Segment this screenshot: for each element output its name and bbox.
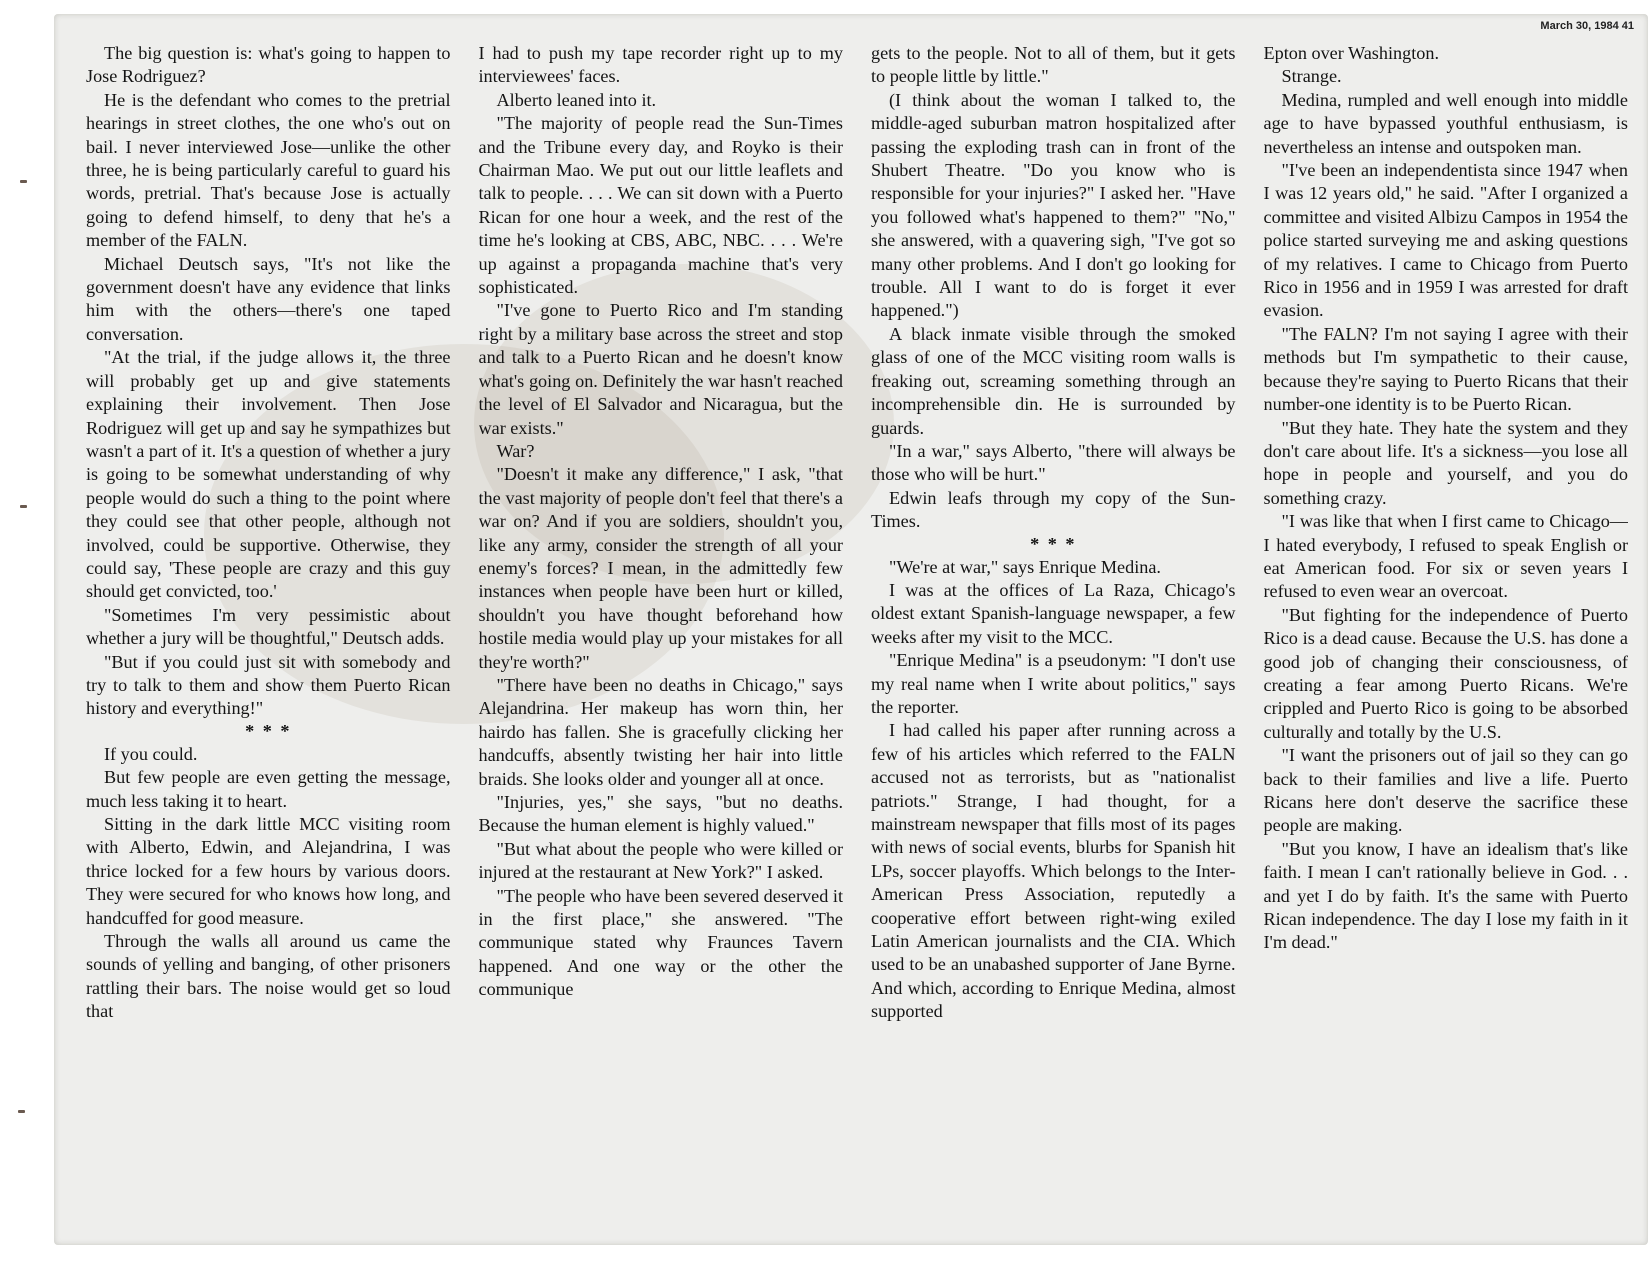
margin-mark (20, 505, 27, 508)
paragraph: If you could. (104, 743, 198, 764)
paragraph: Strange. (1281, 66, 1342, 87)
column-4 (1264, 42, 1629, 1232)
paragraph: "But what about the people who were killed or injured at the restaurant at New York?" I asked. (478, 838, 843, 883)
paragraph: "I was like that when I first came to Chicago—I hated everybody, I refused to speak English or eat American food. For six or seven years I refused to even wear an overcoat. (1263, 511, 1628, 602)
paragraph: I had called his paper after running across a few of his articles which referred to the FALN accused not as terrorists, but as "nationalist patriots." Strange, I had thought, for a mainstream newspaper that fills most of its pages with news of social events, blurbs for Spanish hit LPs, soccer playoffs. Which belongs to the Inter-American Press Association, reputedly a cooperative effort between right-wing exiled Latin American journalists and the CIA. Which used to be an unabashed supporter of Jane Byrne. And which, according to Enrique Medina, almost supported (871, 720, 1236, 1022)
paragraph: "I want the prisoners out of jail so they can go back to their families and live a life. Puerto Ricans here don't deserve the sacrifice these people are making. (1263, 745, 1628, 836)
paragraph: (I think about the woman I talked to, the middle-aged suburban matron hospitalized after passing the exploding trash can in front of the Shubert Theatre. "Do you know who is responsible for your injuries?" I asked her. "Have you followed what's happened to them?" "No," she answered, with a quavering sigh, "I've got so many other problems. And I don't go looking for trouble. All I want to do is forget it ever happened.") (871, 89, 1236, 321)
paragraph: "Sometimes I'm very pessimistic about whether a jury will be thoughtful," Deutsch adds. (86, 604, 451, 649)
page-folio: March 30, 1984 41 (1540, 20, 1634, 32)
newspaper-clipping (54, 14, 1648, 1245)
paragraph: Sitting in the dark little MCC visiting room with Alberto, Edwin, and Alejandrina, I was thrice locked for a few hours by various doors. They were secured for who knows how long, and handcuffed for good measure. (86, 814, 451, 928)
paragraph: I was at the offices of La Raza, Chicago's oldest extant Spanish-language newspaper, a few weeks after my visit to the MCC. (871, 579, 1236, 647)
paragraph: gets to the people. Not to all of them, but it gets to people little by little." (871, 43, 1236, 87)
margin-mark (18, 1110, 25, 1113)
section-break: * * * (1030, 533, 1077, 554)
paragraph: But few people are even getting the message, much less taking it to heart. (86, 767, 451, 811)
paragraph: Michael Deutsch says, "It's not like the government doesn't have any evidence that links him with the others—there's one taped conversation. (86, 253, 451, 344)
paragraph: "Injuries, yes," she says, "but no deaths. Because the human element is highly valued." (478, 792, 843, 836)
paragraph: "The people who have been severed deserved it in the first place," she answered. "The communique stated why Fraunces Tavern happened. And one way or the other the communique (478, 885, 843, 1000)
paragraph: "Enrique Medina" is a pseudonym: "I don't use my real name when I write about politics," says the reporter. (871, 650, 1236, 717)
paragraph: He is the defendant who comes to the pretrial hearings in street clothes, the one who's out on bail. I never interviewed Jose—unlike the other three, he is being particularly careful to guard his words, pretrial. That's because Jose is actually going to defend himself, to deny that he's a member of the FALN. (86, 89, 451, 251)
paragraph: "But they hate. They hate the system and they don't care about life. It's a sickness—you lose all hope in people and yourself, and you do something crazy. (1263, 417, 1628, 508)
paragraph: Epton over Washington. (1263, 43, 1440, 63)
paragraph: "I've gone to Puerto Rico and I'm standing right by a military base across the street and stop and talk to a Puerto Rican and he doesn't know what's going on. Definitely the war hasn't reached the level of El Salvador and Nicaragua, but the war exists." (478, 300, 843, 438)
paragraph: "The FALN? I'm not saying I agree with their methods but I'm sympathetic to their cause, because they're saying to Puerto Ricans that their number-one identity is to be Puerto Rican. (1263, 323, 1628, 415)
paragraph: Medina, rumpled and well enough into middle age to have bypassed youthful enthusiasm, is nevertheless an intense and outspoken man. (1263, 89, 1628, 157)
paragraph: "In a war," says Alberto, "there will always be those who will be hurt." (871, 440, 1236, 485)
paragraph: I had to push my tape recorder right up to my interviewees' faces. (478, 43, 843, 87)
paragraph: "The majority of people read the Sun-Times and the Tribune every day, and Royko is their Chairman Mao. We put out our little leaflets and talk to people. . . . We can sit down with a Puerto Rican for one hour a week, and the rest of the time he's looking at CBS, ABC, NBC. . . . We're up against a propaganda machine that's very sophisticated. (478, 113, 843, 298)
paragraph: Through the walls all around us came the sounds of yelling and banging, of other prisoners rattling their bars. The noise would get so loud that (86, 931, 451, 1022)
paragraph: Alberto leaned into it. (496, 89, 657, 110)
paragraph: A black inmate visible through the smoked glass of one of the MCC visiting room walls is freaking out, screaming something through an incomprehensible din. He is surrounded by guards. (871, 323, 1236, 438)
paragraph: Edwin leafs through my copy of the Sun-Times. (871, 487, 1236, 532)
paragraph: The big question is: what's going to happen to Jose Rodriguez? (86, 43, 451, 87)
column-1 (86, 42, 451, 1232)
paragraph: "But if you could just sit with somebody and try to talk to them and show them Puerto Rican history and everything!" (86, 651, 451, 719)
paragraph: "There have been no deaths in Chicago," says Alejandrina. Her makeup has worn thin, her hairdo has fallen. She is gracefully clicking her handcuffs, absently twisting her hair into little braids. She looks older and younger all at once. (478, 674, 843, 789)
paragraph: "I've been an independentista since 1947 when I was 12 years old," he said. "After I organized a committee and visited Albizu Campos in 1954 the police started surveying me and asking questions of my relatives. I came to Chicago from Puerto Rico in 1956 and in 1959 I was arrested for draft evasion. (1263, 160, 1628, 321)
column-3 (871, 42, 1236, 1232)
paragraph: War? (496, 440, 535, 461)
paragraph: "At the trial, if the judge allows it, the three will probably get up and give statements explaining their involvement. Then Jose Rodriguez will get up and say he sympathizes but wasn't a part of it. It's a question of whether a jury is going to be somewhat understanding of why people would do such a thing to the point where they could see that other people, although not involved, could be supportive. Otherwise, they could say, 'These people are crazy and this guy should get convicted, too.' (86, 347, 451, 602)
article-columns (86, 42, 1628, 1232)
paragraph: "Doesn't it make any difference," I ask, "that the vast majority of people don't feel that there's a war on? And if you are soldiers, shouldn't you, like any army, consider the strength of all your enemy's forces? I mean, in the admittedly few instances when people have been hurt or killed, shouldn't you have thought beforehand how hostile media would play up your mistakes for all they're worth?" (478, 464, 843, 672)
paragraph: "But you know, I have an idealism that's like faith. I mean I can't rationally believe in God. . . and yet I do by faith. It's the same with Puerto Rican independence. The day I lose my faith in it I'm dead." (1263, 838, 1628, 953)
column-2 (479, 42, 844, 1232)
paragraph: "We're at war," says Enrique Medina. (889, 556, 1161, 577)
margin-mark (20, 180, 27, 183)
paragraph: "But fighting for the independence of Puerto Rico is a dead cause. Because the U.S. has done a good job of changing their consciousness, of creating a fear among Puerto Ricans. We're crippled and Puerto Rico is going to be absorbed culturally and totally by the U.S. (1263, 604, 1628, 742)
section-break: * * * (245, 720, 292, 741)
